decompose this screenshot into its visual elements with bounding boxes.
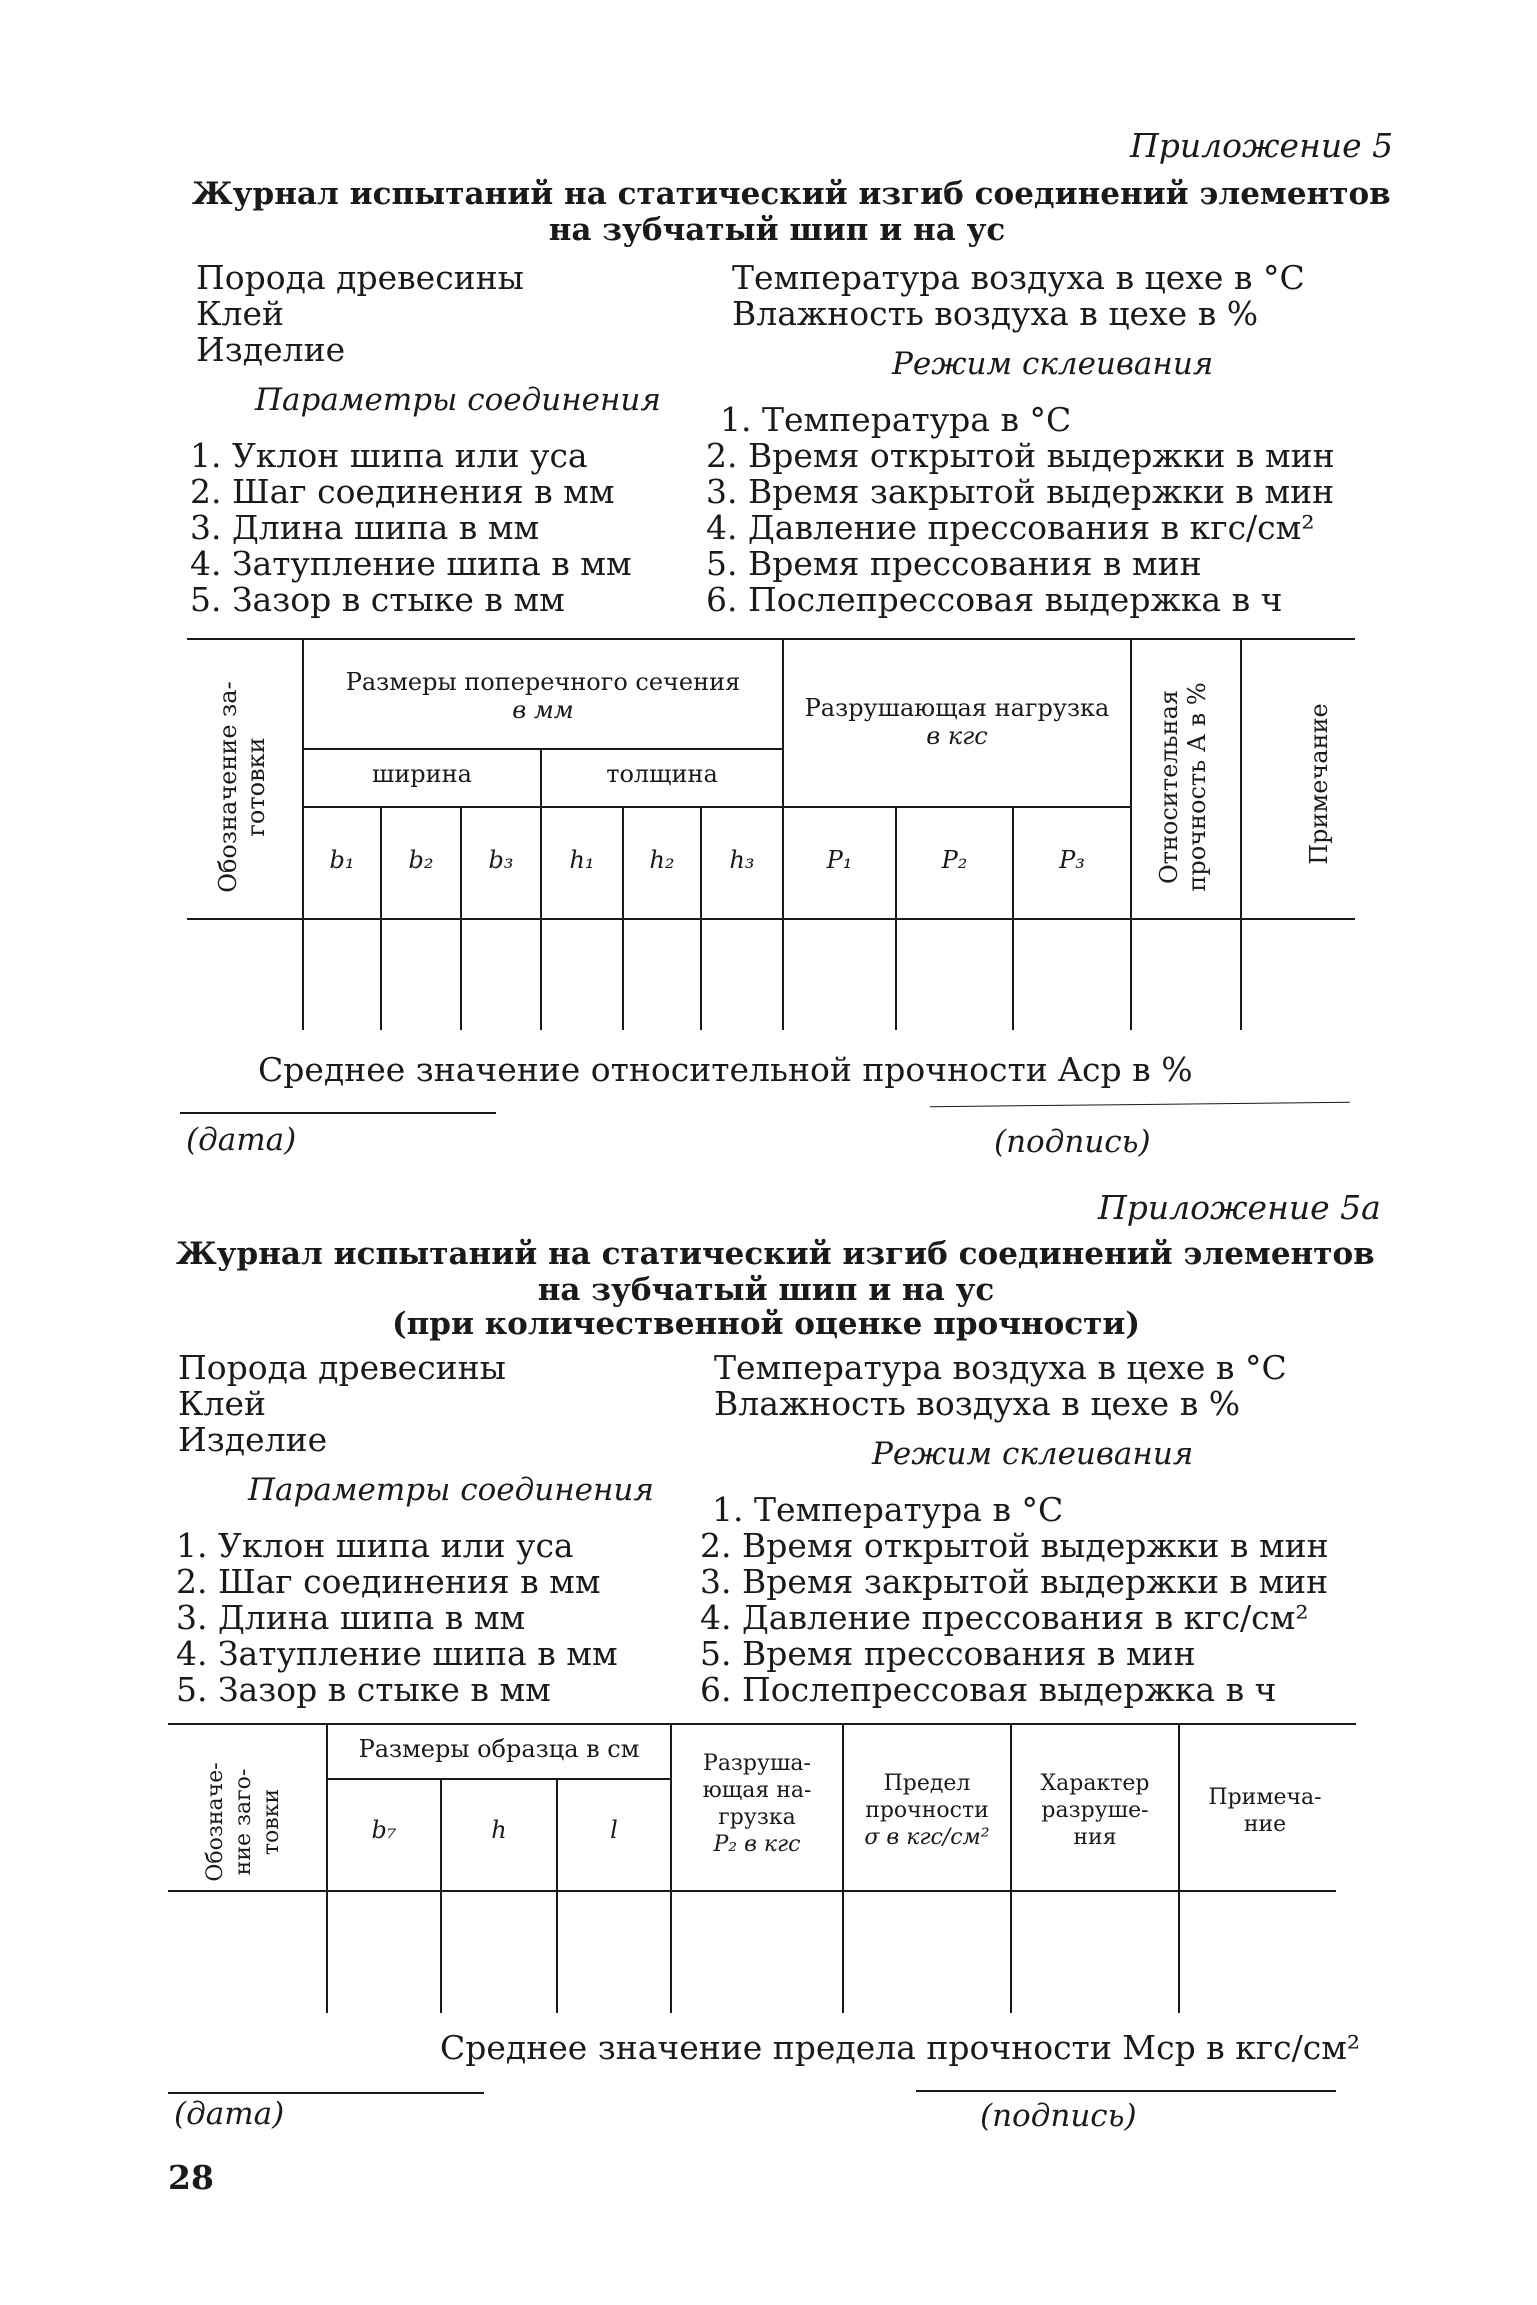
appendix5-field-air-humidity: Влажность воздуха в цехе в % [732,294,1259,333]
table1-group-load [784,694,1130,750]
table1-col-rel-line1: Относительная [1155,689,1183,885]
table2-col-character [1012,1770,1178,1851]
appendix5-mode-1: 1. Температура в °С [720,400,1072,439]
table1-col-id-line1: Обозначение за- [214,681,242,893]
table1-vline [380,808,382,1030]
table1-sub-rule [302,748,782,750]
table2-col-char-line3: ния [1073,1825,1117,1850]
table2-vline [440,1780,442,2013]
appendix5a-field-glue: Клей [178,1384,267,1423]
table2-col-id-line3: товки [259,1788,284,1856]
table1-vline [460,808,462,1030]
table1-sym-b1: b₁ [329,846,355,874]
table2-vline [842,1725,844,2013]
appendix5a-mode-heading: Режим склеивания [872,1436,1194,1472]
table1-vline [1130,640,1132,1030]
table1-vline [540,750,542,1030]
appendix5a-param-5: 5. Зазор в стыке в мм [176,1670,551,1709]
table1-header-rule [187,918,1355,920]
table2-col-id-line1: Обозначе- [203,1762,228,1882]
table2-group-dims: Размеры образца в см [358,1735,640,1763]
appendix5a-field-air-temp: Температура воздуха в цехе в °С [714,1348,1287,1387]
table1-top-rule [187,638,1355,640]
table1-vline [700,808,702,1030]
table1-sub-thickness: толщина [606,760,718,788]
appendix5-signature-line [930,1102,1350,1107]
table2-sub-rule [326,1778,670,1780]
appendix5a-date: (дата) [174,2096,285,2132]
appendix5a-field-product: Изделие [178,1420,328,1459]
page-number: 28 [168,2158,214,2197]
table1-vline [1012,808,1014,1030]
appendix5-date: (дата) [186,1122,297,1158]
appendix5-title-line2: на зубчатый шип и на ус [548,212,1006,248]
table1-sym-h2: h₂ [649,846,675,874]
appendix5-title-line1: Журнал испытаний на статический изгиб соединений элементов [192,176,1391,212]
appendix5-param-2: 2. Шаг соединения в мм [190,472,615,511]
table1-sub-rule [302,806,782,808]
appendix5a-mode-3: 3. Время закрытой выдержки в мин [700,1562,1329,1601]
appendix5-field-wood: Порода древесины [196,258,524,297]
table2-sym-l: l [610,1816,618,1844]
table1-sym-h3: h₃ [729,846,755,874]
table2-col-load [672,1750,842,1858]
table2-col-char-line2: разруше- [1041,1798,1149,1823]
appendix5-date-line [180,1112,496,1114]
appendix5a-label: Приложение 5а [1098,1188,1381,1227]
table1-sub-width: ширина [372,760,472,788]
table2-col-limit-line3: σ в кгс/см² [864,1825,990,1850]
table1-group-dims-line2: в мм [512,696,574,724]
table2-col-id-line2: ние заго- [231,1768,256,1876]
appendix5-param-3: 3. Длина шипа в мм [190,508,540,547]
table2-col-limit [844,1770,1010,1851]
appendix5-params-heading: Параметры соединения [255,382,661,418]
table2-vline [556,1780,558,2013]
appendix5a-title-line3: (при количественной оценке прочности) [391,1306,1141,1342]
appendix5a-field-air-humidity: Влажность воздуха в цехе в % [714,1384,1241,1423]
appendix5-field-product: Изделие [196,330,346,369]
appendix5a-field-wood: Порода древесины [178,1348,506,1387]
table2-col-note-line2: ние [1243,1812,1287,1837]
table1-group-load-line2: в кгс [926,722,988,750]
appendix5a-mode-5: 5. Время прессования в мин [700,1634,1196,1673]
appendix5a-average: Среднее значение предела прочности Mср в кгс/см² [440,2028,1361,2067]
appendix5-field-glue: Клей [196,294,285,333]
appendix5-mode-2: 2. Время открытой выдержки в мин [706,436,1335,475]
table1-group-dims [304,668,782,724]
appendix5-signature: (подпись) [994,1124,1151,1160]
table2-header-rule [168,1890,1336,1892]
table1-col-id [214,657,274,917]
appendix5a-mode-2: 2. Время открытой выдержки в мин [700,1526,1329,1565]
table2-col-id [202,1742,290,1902]
appendix5-label: Приложение 5 [1130,126,1394,165]
table1-col-relative [1155,657,1215,917]
table2-sym-h: h [491,1816,507,1844]
appendix5-mode-4: 4. Давление прессования в кгс/см² [706,508,1315,547]
table1-group-load-line1: Разрушающая нагрузка [804,694,1110,722]
appendix5a-params-heading: Параметры соединения [248,1472,654,1508]
appendix5a-date-line [168,2092,484,2094]
table1-sym-p3: P₃ [1059,846,1085,874]
appendix5a-param-1: 1. Уклон шипа или уса [176,1526,574,1565]
appendix5a-title-line1: Журнал испытаний на статический изгиб соединений элементов [176,1236,1375,1272]
table1-vline [895,808,897,1030]
appendix5-param-1: 1. Уклон шипа или уса [190,436,588,475]
table2-sym-b: b₇ [371,1816,397,1844]
table1-sym-p1: P₁ [826,846,853,874]
table1-group-dims-line1: Размеры поперечного сечения [345,668,741,696]
table2-col-load-line2: ющая на- [702,1778,812,1803]
table1-sym-h1: h₁ [569,846,595,874]
table2-col-load-line1: Разруша- [703,1751,811,1776]
appendix5-average: Среднее значение относительной прочности Aср в % [258,1050,1193,1089]
table2-vline [1178,1725,1180,2013]
table2-col-note-line1: Примеча- [1208,1785,1322,1810]
table1-sym-b2: b₂ [408,846,434,874]
appendix5-mode-6: 6. Послепрессовая выдержка в ч [706,580,1283,619]
table2-vline [1010,1725,1012,2013]
appendix5-param-5: 5. Зазор в стыке в мм [190,580,565,619]
table2-col-limit-line1: Предел [883,1771,971,1796]
appendix5a-mode-1: 1. Температура в °С [712,1490,1064,1529]
table1-sub-rule [782,806,1130,808]
appendix5a-title-line2: на зубчатый шип и на ус [537,1272,995,1308]
table1-vline [622,808,624,1030]
appendix5-mode-5: 5. Время прессования в мин [706,544,1202,583]
table2-col-load-line3: грузка [718,1805,796,1830]
appendix5a-mode-6: 6. Послепрессовая выдержка в ч [700,1670,1277,1709]
table1-sym-b3: b₃ [488,846,514,874]
table2-col-note [1180,1784,1350,1838]
appendix5-field-air-temp: Температура воздуха в цехе в °С [732,258,1305,297]
appendix5a-param-4: 4. Затупление шипа в мм [176,1634,618,1673]
table2-col-load-line4: P₂ в кгс [713,1832,801,1857]
table1-vline [1240,640,1242,1030]
table1-col-note: Примечание [1305,703,1333,865]
appendix5-mode-3: 3. Время закрытой выдержки в мин [706,472,1335,511]
table2-vline [326,1725,328,2013]
table1-sym-p2: P₂ [941,846,968,874]
appendix5a-param-2: 2. Шаг соединения в мм [176,1562,601,1601]
appendix5a-signature: (подпись) [980,2098,1137,2134]
table2-col-char-line1: Характер [1040,1771,1150,1796]
table1-col-id-line2: готовки [242,737,270,837]
appendix5a-signature-line [916,2090,1336,2092]
table1-col-rel-line2: прочность А в % [1183,682,1211,892]
table2-col-limit-line2: прочности [865,1798,989,1823]
appendix5a-mode-4: 4. Давление прессования в кгс/см² [700,1598,1309,1637]
appendix5a-param-3: 3. Длина шипа в мм [176,1598,526,1637]
appendix5-mode-heading: Режим склеивания [892,346,1214,382]
appendix5-param-4: 4. Затупление шипа в мм [190,544,632,583]
